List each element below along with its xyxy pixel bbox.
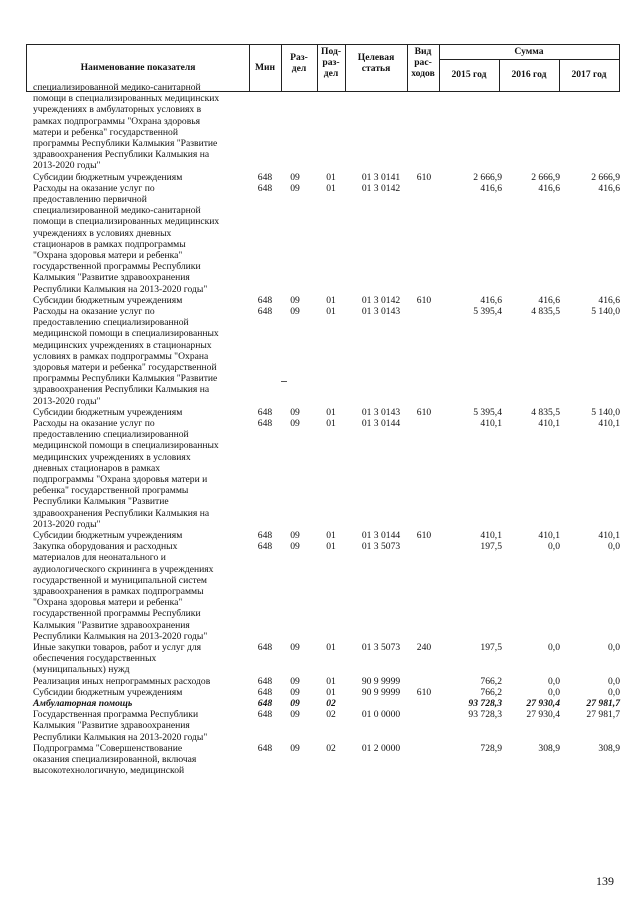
sum-2015: 410,1 [480,529,502,541]
sum-2016: 0,0 [548,641,560,653]
indicator-name-line: здравоохранения Республики Калмыкия на [33,384,210,396]
sum-2015: 5 395,4 [473,305,502,317]
subsection-code: 02 [326,697,336,709]
sum-2017: 0,0 [608,686,620,698]
indicator-name-line: специализированной медико-санитарной [33,82,201,93]
ministry-code: 648 [257,675,273,687]
indicator-name [33,709,247,743]
indicator-name-line: Расходы на оказание услуг по [33,182,155,194]
sum-2015: 2 666,9 [473,171,502,183]
indicator-name-line: предоставлению специализированной [33,429,189,441]
indicator-name-line: условиях в рамках подпрограммы "Охрана [33,350,209,362]
sum-2016: 410,1 [538,417,560,429]
indicator-name-line: Республики Калмыкия на 2013-2020 годы" [33,630,208,642]
subsection-code: 01 [326,406,336,418]
table-row [0,418,640,530]
sum-2015: 410,1 [480,417,502,429]
indicator-name-line: ребенка" государственной программы [33,485,189,497]
target-article: 01 3 5073 [361,641,401,653]
sum-2017: 0,0 [608,541,620,553]
indicator-name-line: программы Республики Калмыкия "Развитие [33,373,218,385]
target-article: 01 3 5073 [361,541,401,553]
indicator-name-line: здоровья матери и ребенка" государственной [33,361,217,373]
header-divider [439,59,619,60]
indicator-name [33,642,247,676]
section-code: 09 [290,529,300,541]
indicator-name-line: "Охрана здоровья матери и ребенка" [33,250,183,261]
sum-2016: 0,0 [548,686,560,698]
header-summa: Сумма [514,46,544,57]
indicator-name-line: рамках подпрограммы "Охрана здоровья [33,115,201,127]
table-row [0,172,640,183]
sum-2016: 416,6 [538,294,560,306]
indicator-name-line: Расходы на оказание услуг по [33,417,155,429]
indicator-name-line: "Охрана здоровья матери и ребенка" [33,597,183,609]
indicator-name-line: Реализация иных непрограммных расходов [33,675,211,687]
ministry-code: 648 [257,171,273,183]
header-name: Наименование показателя [80,62,196,73]
table-row [0,709,640,743]
section-code: 09 [290,709,300,721]
indicator-name-line: Калмыкия "Развитие здравоохранения [33,720,190,732]
sum-2016: 0,0 [548,541,560,553]
section-code: 09 [290,541,300,553]
ministry-code: 648 [257,417,273,429]
subsection-code: 01 [326,294,336,306]
target-article: 01 3 0141 [361,171,401,183]
table-row [0,676,640,687]
indicator-name [33,698,247,709]
sum-2017: 27 981,7 [586,697,620,709]
section-code: 09 [290,294,300,306]
subsection-code: 01 [326,417,336,429]
indicator-name-line: учреждениях в условиях дневных [33,227,172,239]
indicator-name-line: государственной программы Республики [33,608,201,620]
indicator-name-line: Субсидии бюджетным учреждениям [33,406,183,418]
target-article: 01 0 0000 [361,709,401,721]
header-vid-rashodov: Вид рас- ходов [411,46,435,79]
target-article: 01 3 0143 [361,305,401,317]
indicator-name-line: медицинских учреждениях в условиях [33,451,191,463]
sum-2015: 197,5 [480,641,502,653]
indicator-name-line: специализированной медико-санитарной [33,205,201,217]
ministry-code: 648 [257,294,273,306]
indicator-name-line: подпрограммы "Охрана здоровья матери и [33,473,208,485]
subsection-code: 01 [326,675,336,687]
sum-2017: 308,9 [598,742,620,754]
target-article: 01 3 0142 [361,182,401,194]
subsection-code: 01 [326,541,336,553]
indicator-name-line: высокотехнологичную, медицинской [33,765,185,777]
sum-2015: 416,6 [480,294,502,306]
section-code: 09 [290,697,300,709]
expense-type: 610 [416,686,432,698]
indicator-name [33,306,247,407]
table-row [0,295,640,306]
ministry-code: 648 [257,709,273,721]
ministry-code: 648 [257,697,273,709]
indicator-name-line: государственной и муниципальной систем [33,574,207,586]
table-row [0,642,640,676]
indicator-name-line: Республики Калмыкия на 2013-2020 годы" [33,283,208,295]
sum-2017: 5 140,0 [591,406,620,418]
table-row [0,306,640,407]
table-body [0,82,640,776]
sum-2015: 766,2 [480,675,502,687]
table-row [0,530,640,541]
sum-2015: 728,9 [480,742,502,754]
indicator-name-line: медицинской помощи в специализированных [33,440,219,452]
target-article: 90 9 9999 [361,675,401,687]
indicator-name-line: аудиологического скрининга в учреждениях [33,563,214,575]
subsection-code: 01 [326,305,336,317]
target-article: 01 2 0000 [361,742,401,754]
subsection-code: 02 [326,742,336,754]
indicator-name-line: Закупка оборудования и расходных [33,541,178,553]
sum-2015: 93 728,3 [468,697,502,709]
sum-2016: 0,0 [548,675,560,687]
subsection-code: 01 [326,171,336,183]
indicator-name-line: оказания специализированной, включая [33,753,197,765]
ministry-code: 648 [257,641,273,653]
indicator-name-line: помощи в специализированных медицинских [33,216,220,228]
header-year-2017: 2017 год [571,69,607,80]
sum-2016: 4 835,5 [531,406,560,418]
indicator-name-line: здравоохранения Республики Калмыкия на [33,507,210,519]
indicator-name-line: обеспечения государственных [33,653,157,665]
table-row [0,82,640,172]
indicator-name-line: медицинской помощи в специализированных [33,328,219,340]
indicator-name-line: здравоохранения в рамках подпрограммы [33,585,204,597]
scan-mark [281,381,287,382]
section-code: 09 [290,417,300,429]
sum-2017: 5 140,0 [591,305,620,317]
subsection-code: 01 [326,641,336,653]
indicator-name-line: медицинских учреждениях в стационарных [33,339,212,351]
expense-type: 610 [416,294,432,306]
table-row [0,687,640,698]
target-article: 01 3 0144 [361,417,401,429]
indicator-name-line: учреждениях в амбулаторных условиях в [33,104,202,116]
sum-2017: 0,0 [608,675,620,687]
indicator-name [33,687,247,698]
indicator-name-line: стационаров в рамках подпрограммы [33,238,186,250]
header-razdel: Раз- дел [290,52,308,74]
indicator-name [33,295,247,306]
indicator-name [33,172,247,183]
sum-2016: 4 835,5 [531,305,560,317]
sum-2016: 27 930,4 [526,709,560,721]
page-number: 139 [596,874,614,888]
header-year-2015: 2015 год [451,69,487,80]
target-article: 90 9 9999 [361,686,401,698]
subsection-code: 01 [326,686,336,698]
indicator-name [33,743,247,777]
indicator-name-line: помощи в специализированных медицинских [33,93,220,105]
ministry-code: 648 [257,305,273,317]
ministry-code: 648 [257,406,273,418]
indicator-name [33,183,247,295]
sum-2015: 416,6 [480,182,502,194]
sum-2016: 27 930,4 [526,697,560,709]
indicator-name-line: предоставлению специализированной [33,317,189,329]
indicator-name [33,530,247,541]
sum-2016: 308,9 [538,742,560,754]
indicator-name-line: здравоохранения Республики Калмыкия на [33,149,210,161]
indicator-name-line: Республики Калмыкия "Развитие [33,496,169,508]
indicator-name-line: Амбулаторная помощь [33,697,133,709]
indicator-name-line: матери и ребенка" государственной [33,126,178,138]
expense-type: 610 [416,171,432,183]
indicator-name-line: Государственная программа Республики [33,709,199,721]
indicator-name-line: Подпрограмма "Совершенствование [33,742,183,754]
sum-2017: 416,6 [598,182,620,194]
indicator-name-line: государственной программы Республики [33,261,201,273]
section-code: 09 [290,686,300,698]
target-article: 01 3 0144 [361,529,401,541]
section-code: 09 [290,182,300,194]
section-code: 09 [290,171,300,183]
indicator-name-line: (муниципальных) нужд [33,664,130,676]
expense-type: 610 [416,406,432,418]
ministry-code: 648 [257,541,273,553]
sum-2017: 2 666,9 [591,171,620,183]
indicator-name-line: Субсидии бюджетным учреждениям [33,294,183,306]
table-row [0,407,640,418]
sum-2016: 2 666,9 [531,171,560,183]
section-code: 09 [290,641,300,653]
indicator-name-line: 2013-2020 годы" [33,160,101,172]
indicator-name-line: Расходы на оказание услуг по [33,305,155,317]
indicator-name-line: 2013-2020 годы" [33,518,101,530]
header-year-2016: 2016 год [511,69,547,80]
expense-type: 610 [416,529,432,541]
indicator-name-line: Субсидии бюджетным учреждениям [33,171,183,183]
indicator-name-line: материалов для неонатального и [33,552,166,564]
sum-2016: 410,1 [538,529,560,541]
sum-2016: 416,6 [538,182,560,194]
section-code: 09 [290,742,300,754]
header-cel-statya: Целевая статья [357,52,395,74]
sum-2017: 27 981,7 [586,709,620,721]
section-code: 09 [290,305,300,317]
sum-2015: 766,2 [480,686,502,698]
subsection-code: 01 [326,529,336,541]
indicator-name-line: предоставлению первичной [33,193,147,205]
section-code: 09 [290,675,300,687]
header-min: Мин [254,62,276,73]
indicator-name [33,676,247,687]
table-row [0,183,640,295]
indicator-name [33,407,247,418]
indicator-name-line: 2013-2020 годы" [33,395,101,407]
sum-2015: 5 395,4 [473,406,502,418]
sum-2015: 93 728,3 [468,709,502,721]
ministry-code: 648 [257,529,273,541]
subsection-code: 02 [326,709,336,721]
indicator-name-line: Республики Калмыкия на 2013-2020 годы" [33,731,208,743]
expense-type: 240 [416,641,432,653]
ministry-code: 648 [257,742,273,754]
sum-2017: 410,1 [598,529,620,541]
indicator-name [33,418,247,530]
indicator-name [33,82,247,172]
table-row [0,698,640,709]
target-article: 01 3 0143 [361,406,401,418]
indicator-name-line: программы Республики Калмыкия "Развитие [33,138,218,150]
table-row [0,743,640,777]
indicator-name-line: Субсидии бюджетным учреждениям [33,529,183,541]
subsection-code: 01 [326,182,336,194]
indicator-name-line: Калмыкия "Развитие здравоохранения [33,619,190,631]
indicator-name [33,541,247,642]
indicator-name-line: дневных стационаров в рамках [33,462,161,474]
indicator-name-line: Иные закупки товаров, работ и услуг для [33,641,202,653]
indicator-name-line: Калмыкия "Развитие здравоохранения [33,272,190,284]
section-code: 09 [290,406,300,418]
ministry-code: 648 [257,686,273,698]
sum-2017: 410,1 [598,417,620,429]
sum-2017: 0,0 [608,641,620,653]
header-podrazdel: Под- раз- дел [320,46,342,79]
target-article: 01 3 0142 [361,294,401,306]
sum-2015: 197,5 [480,541,502,553]
table-row [0,541,640,642]
ministry-code: 648 [257,182,273,194]
sum-2017: 416,6 [598,294,620,306]
indicator-name-line: Субсидии бюджетным учреждениям [33,686,183,698]
